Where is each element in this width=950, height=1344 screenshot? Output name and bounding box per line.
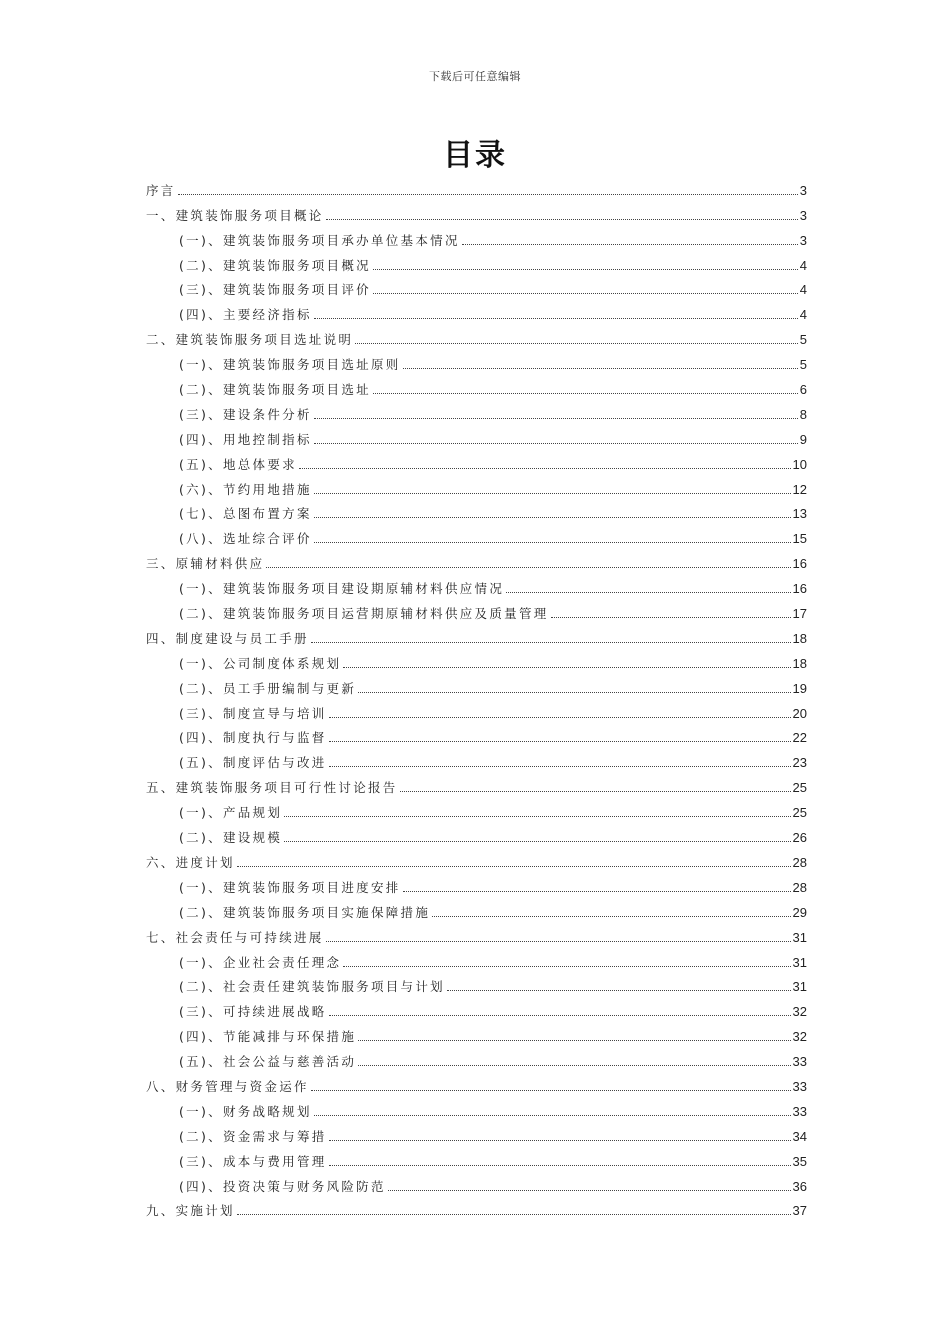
- toc-entry-text: 九、实施计划: [146, 1203, 235, 1219]
- toc-entry-text: (二)、建筑装饰服务项目选址: [179, 382, 371, 398]
- toc-entry-text: (六)、节约用地措施: [179, 481, 312, 497]
- table-of-contents: [146, 176, 807, 1221]
- dot-leader: [314, 418, 798, 419]
- dot-leader: [329, 1015, 791, 1016]
- toc-entry-text: (三)、成本与费用管理: [179, 1153, 327, 1169]
- toc-subentry[interactable]: [146, 1122, 807, 1147]
- toc-page-number: 16: [792, 581, 807, 597]
- toc-page-number: 17: [792, 606, 807, 622]
- toc-subentry[interactable]: [146, 724, 807, 749]
- toc-entry-text: (四)、节能减排与环保措施: [179, 1029, 357, 1045]
- toc-page-number: 31: [792, 954, 807, 970]
- toc-page-number: 34: [792, 1128, 807, 1144]
- toc-subentry[interactable]: [146, 450, 807, 475]
- page-header: 下载后可任意编辑: [429, 70, 521, 83]
- toc-entry-text: (一)、产品规划: [179, 805, 283, 821]
- toc-entry-text: (三)、建筑装饰服务项目评价: [179, 282, 371, 298]
- toc-subentry[interactable]: [146, 1022, 807, 1047]
- toc-entry-text: (二)、资金需求与筹措: [179, 1128, 327, 1144]
- toc-subentry[interactable]: [146, 425, 807, 450]
- dot-leader: [403, 891, 791, 892]
- toc-entry-text: (五)、社会公益与慈善活动: [179, 1054, 357, 1070]
- dot-leader: [355, 343, 798, 344]
- toc-entry-text: (一)、公司制度体系规划: [179, 655, 342, 671]
- dot-leader: [373, 269, 798, 270]
- dot-leader: [329, 766, 791, 767]
- toc-entry-text: 五、建筑装饰服务项目可行性讨论报告: [146, 780, 398, 796]
- page-title: 目录: [443, 138, 507, 173]
- toc-page-number: 5: [799, 332, 807, 348]
- toc-page-number: 5: [799, 357, 807, 373]
- toc-page-number: 37: [792, 1203, 807, 1219]
- toc-page-number: 25: [792, 805, 807, 821]
- toc-subentry[interactable]: [146, 674, 807, 699]
- toc-subentry[interactable]: [146, 300, 807, 325]
- toc-entry-text: (二)、建设规模: [179, 830, 283, 846]
- toc-page-number: 12: [792, 481, 807, 497]
- toc-entry-text: (四)、用地控制指标: [179, 431, 312, 447]
- toc-entry-text: (二)、建筑装饰服务项目实施保障措施: [179, 904, 431, 920]
- toc-page-number: 4: [799, 257, 807, 273]
- toc-page-number: 33: [792, 1078, 807, 1094]
- toc-page-number: 22: [792, 730, 807, 746]
- dot-leader: [462, 244, 798, 245]
- dot-leader: [314, 542, 791, 543]
- toc-subentry[interactable]: [146, 898, 807, 923]
- dot-leader: [403, 368, 798, 369]
- toc-subentry[interactable]: [146, 873, 807, 898]
- dot-leader: [237, 866, 791, 867]
- dot-leader: [329, 717, 791, 718]
- dot-leader: [388, 1190, 791, 1191]
- toc-subentry[interactable]: [146, 475, 807, 500]
- toc-page-number: 35: [792, 1153, 807, 1169]
- toc-page-number: 16: [792, 556, 807, 572]
- toc-page-number: 33: [792, 1054, 807, 1070]
- dot-leader: [506, 592, 790, 593]
- toc-entry[interactable]: [146, 325, 807, 350]
- toc-page-number: 6: [799, 382, 807, 398]
- toc-subentry[interactable]: [146, 276, 807, 301]
- dot-leader: [311, 642, 791, 643]
- toc-entry[interactable]: [146, 549, 807, 574]
- toc-entry-text: (二)、社会责任建筑装饰服务项目与计划: [179, 979, 445, 995]
- toc-subentry[interactable]: [146, 1097, 807, 1122]
- toc-entry-text: (五)、制度评估与改进: [179, 755, 327, 771]
- toc-page-number: 15: [792, 531, 807, 547]
- dot-leader: [314, 1115, 791, 1116]
- toc-entry-text: (二)、建筑装饰服务项目概况: [179, 257, 371, 273]
- toc-entry-text: (四)、主要经济指标: [179, 307, 312, 323]
- dot-leader: [311, 1090, 791, 1091]
- toc-subentry[interactable]: [146, 599, 807, 624]
- toc-page-number: 18: [792, 630, 807, 646]
- dot-leader: [358, 1040, 790, 1041]
- toc-page-number: 28: [792, 879, 807, 895]
- toc-page-number: 31: [792, 979, 807, 995]
- toc-subentry[interactable]: [146, 973, 807, 998]
- dot-leader: [447, 990, 791, 991]
- toc-entry[interactable]: [146, 1072, 807, 1097]
- toc-entry-text: (一)、建筑装饰服务项目承办单位基本情况: [179, 232, 460, 248]
- dot-leader: [329, 741, 791, 742]
- toc-page-number: 3: [799, 182, 807, 198]
- toc-entry-text: (一)、财务战略规划: [179, 1103, 312, 1119]
- toc-subentry[interactable]: [146, 375, 807, 400]
- toc-subentry[interactable]: [146, 251, 807, 276]
- dot-leader: [326, 941, 791, 942]
- toc-entry[interactable]: [146, 773, 807, 798]
- toc-entry-text: (一)、建筑装饰服务项目建设期原辅材料供应情况: [179, 581, 505, 597]
- toc-page-number: 8: [799, 406, 807, 422]
- dot-leader: [284, 816, 790, 817]
- toc-page-number: 13: [792, 506, 807, 522]
- toc-entry-text: (三)、可持续进展战略: [179, 1004, 327, 1020]
- toc-entry-text: (二)、建筑装饰服务项目运营期原辅材料供应及质量管理: [179, 606, 549, 622]
- toc-entry-text: (八)、选址综合评价: [179, 531, 312, 547]
- toc-subentry[interactable]: [146, 823, 807, 848]
- toc-entry-text: 六、进度计划: [146, 854, 235, 870]
- dot-leader: [343, 966, 790, 967]
- toc-entry-text: 四、制度建设与员工手册: [146, 630, 309, 646]
- toc-subentry[interactable]: [146, 798, 807, 823]
- dot-leader: [266, 567, 790, 568]
- toc-page-number: 10: [792, 456, 807, 472]
- toc-subentry[interactable]: [146, 748, 807, 773]
- dot-leader: [299, 468, 791, 469]
- toc-page-number: 26: [792, 830, 807, 846]
- toc-entry[interactable]: [146, 624, 807, 649]
- dot-leader: [551, 617, 791, 618]
- toc-entry-text: (四)、投资决策与财务风险防范: [179, 1178, 386, 1194]
- dot-leader: [432, 916, 790, 917]
- toc-entry-text: (五)、地总体要求: [179, 456, 297, 472]
- toc-subentry[interactable]: [146, 524, 807, 549]
- toc-page-number: 19: [792, 680, 807, 696]
- dot-leader: [329, 1140, 791, 1141]
- toc-subentry[interactable]: [146, 500, 807, 525]
- toc-subentry[interactable]: [146, 574, 807, 599]
- toc-page-number: 32: [792, 1004, 807, 1020]
- toc-entry[interactable]: [146, 848, 807, 873]
- toc-page-number: 28: [792, 854, 807, 870]
- dot-leader: [400, 791, 791, 792]
- toc-page-number: 36: [792, 1178, 807, 1194]
- toc-entry-text: (一)、建筑装饰服务项目选址原则: [179, 357, 401, 373]
- toc-entry-text: (二)、员工手册编制与更新: [179, 680, 357, 696]
- toc-entry-text: (七)、总图布置方案: [179, 506, 312, 522]
- toc-page-number: 32: [792, 1029, 807, 1045]
- dot-leader: [373, 293, 798, 294]
- toc-subentry[interactable]: [146, 1172, 807, 1197]
- dot-leader: [178, 194, 798, 195]
- dot-leader: [373, 393, 798, 394]
- toc-subentry[interactable]: [146, 1147, 807, 1172]
- dot-leader: [329, 1165, 791, 1166]
- dot-leader: [314, 318, 798, 319]
- toc-entry-text: 序言: [146, 182, 176, 198]
- toc-page-number: 18: [792, 655, 807, 671]
- dot-leader: [326, 219, 798, 220]
- toc-entry-text: (一)、建筑装饰服务项目进度安排: [179, 879, 401, 895]
- toc-entry-text: 一、建筑装饰服务项目概论: [146, 207, 324, 223]
- toc-page-number: 25: [792, 780, 807, 796]
- toc-page-number: 9: [799, 431, 807, 447]
- dot-leader: [237, 1214, 791, 1215]
- toc-entry[interactable]: [146, 1197, 807, 1222]
- toc-entry-text: 七、社会责任与可持续进展: [146, 929, 324, 945]
- dot-leader: [314, 493, 791, 494]
- toc-subentry[interactable]: [146, 400, 807, 425]
- toc-page-number: 3: [799, 207, 807, 223]
- toc-entry-text: (一)、企业社会责任理念: [179, 954, 342, 970]
- toc-entry-text: (三)、制度宣导与培训: [179, 705, 327, 721]
- toc-page-number: 29: [792, 904, 807, 920]
- toc-page-number: 3: [799, 232, 807, 248]
- toc-page-number: 23: [792, 755, 807, 771]
- toc-entry-text: 二、建筑装饰服务项目选址说明: [146, 332, 354, 348]
- dot-leader: [314, 517, 791, 518]
- toc-subentry[interactable]: [146, 997, 807, 1022]
- toc-entry-text: 八、财务管理与资金运作: [146, 1078, 309, 1094]
- dot-leader: [358, 692, 790, 693]
- toc-subentry[interactable]: [146, 948, 807, 973]
- toc-subentry[interactable]: [146, 699, 807, 724]
- toc-page-number: 33: [792, 1103, 807, 1119]
- toc-subentry[interactable]: [146, 1047, 807, 1072]
- toc-page-number: 4: [799, 307, 807, 323]
- dot-leader: [284, 841, 790, 842]
- toc-page-number: 20: [792, 705, 807, 721]
- toc-subentry[interactable]: [146, 226, 807, 251]
- toc-entry[interactable]: [146, 176, 807, 201]
- dot-leader: [343, 667, 790, 668]
- toc-page-number: 4: [799, 282, 807, 298]
- toc-subentry[interactable]: [146, 350, 807, 375]
- toc-entry-text: (三)、建设条件分析: [179, 406, 312, 422]
- toc-entry-text: (四)、制度执行与监督: [179, 730, 327, 746]
- toc-subentry[interactable]: [146, 649, 807, 674]
- toc-page-number: 31: [792, 929, 807, 945]
- toc-entry[interactable]: [146, 923, 807, 948]
- toc-entry-text: 三、原辅材料供应: [146, 556, 265, 572]
- toc-entry[interactable]: [146, 201, 807, 226]
- dot-leader: [314, 443, 798, 444]
- dot-leader: [358, 1065, 790, 1066]
